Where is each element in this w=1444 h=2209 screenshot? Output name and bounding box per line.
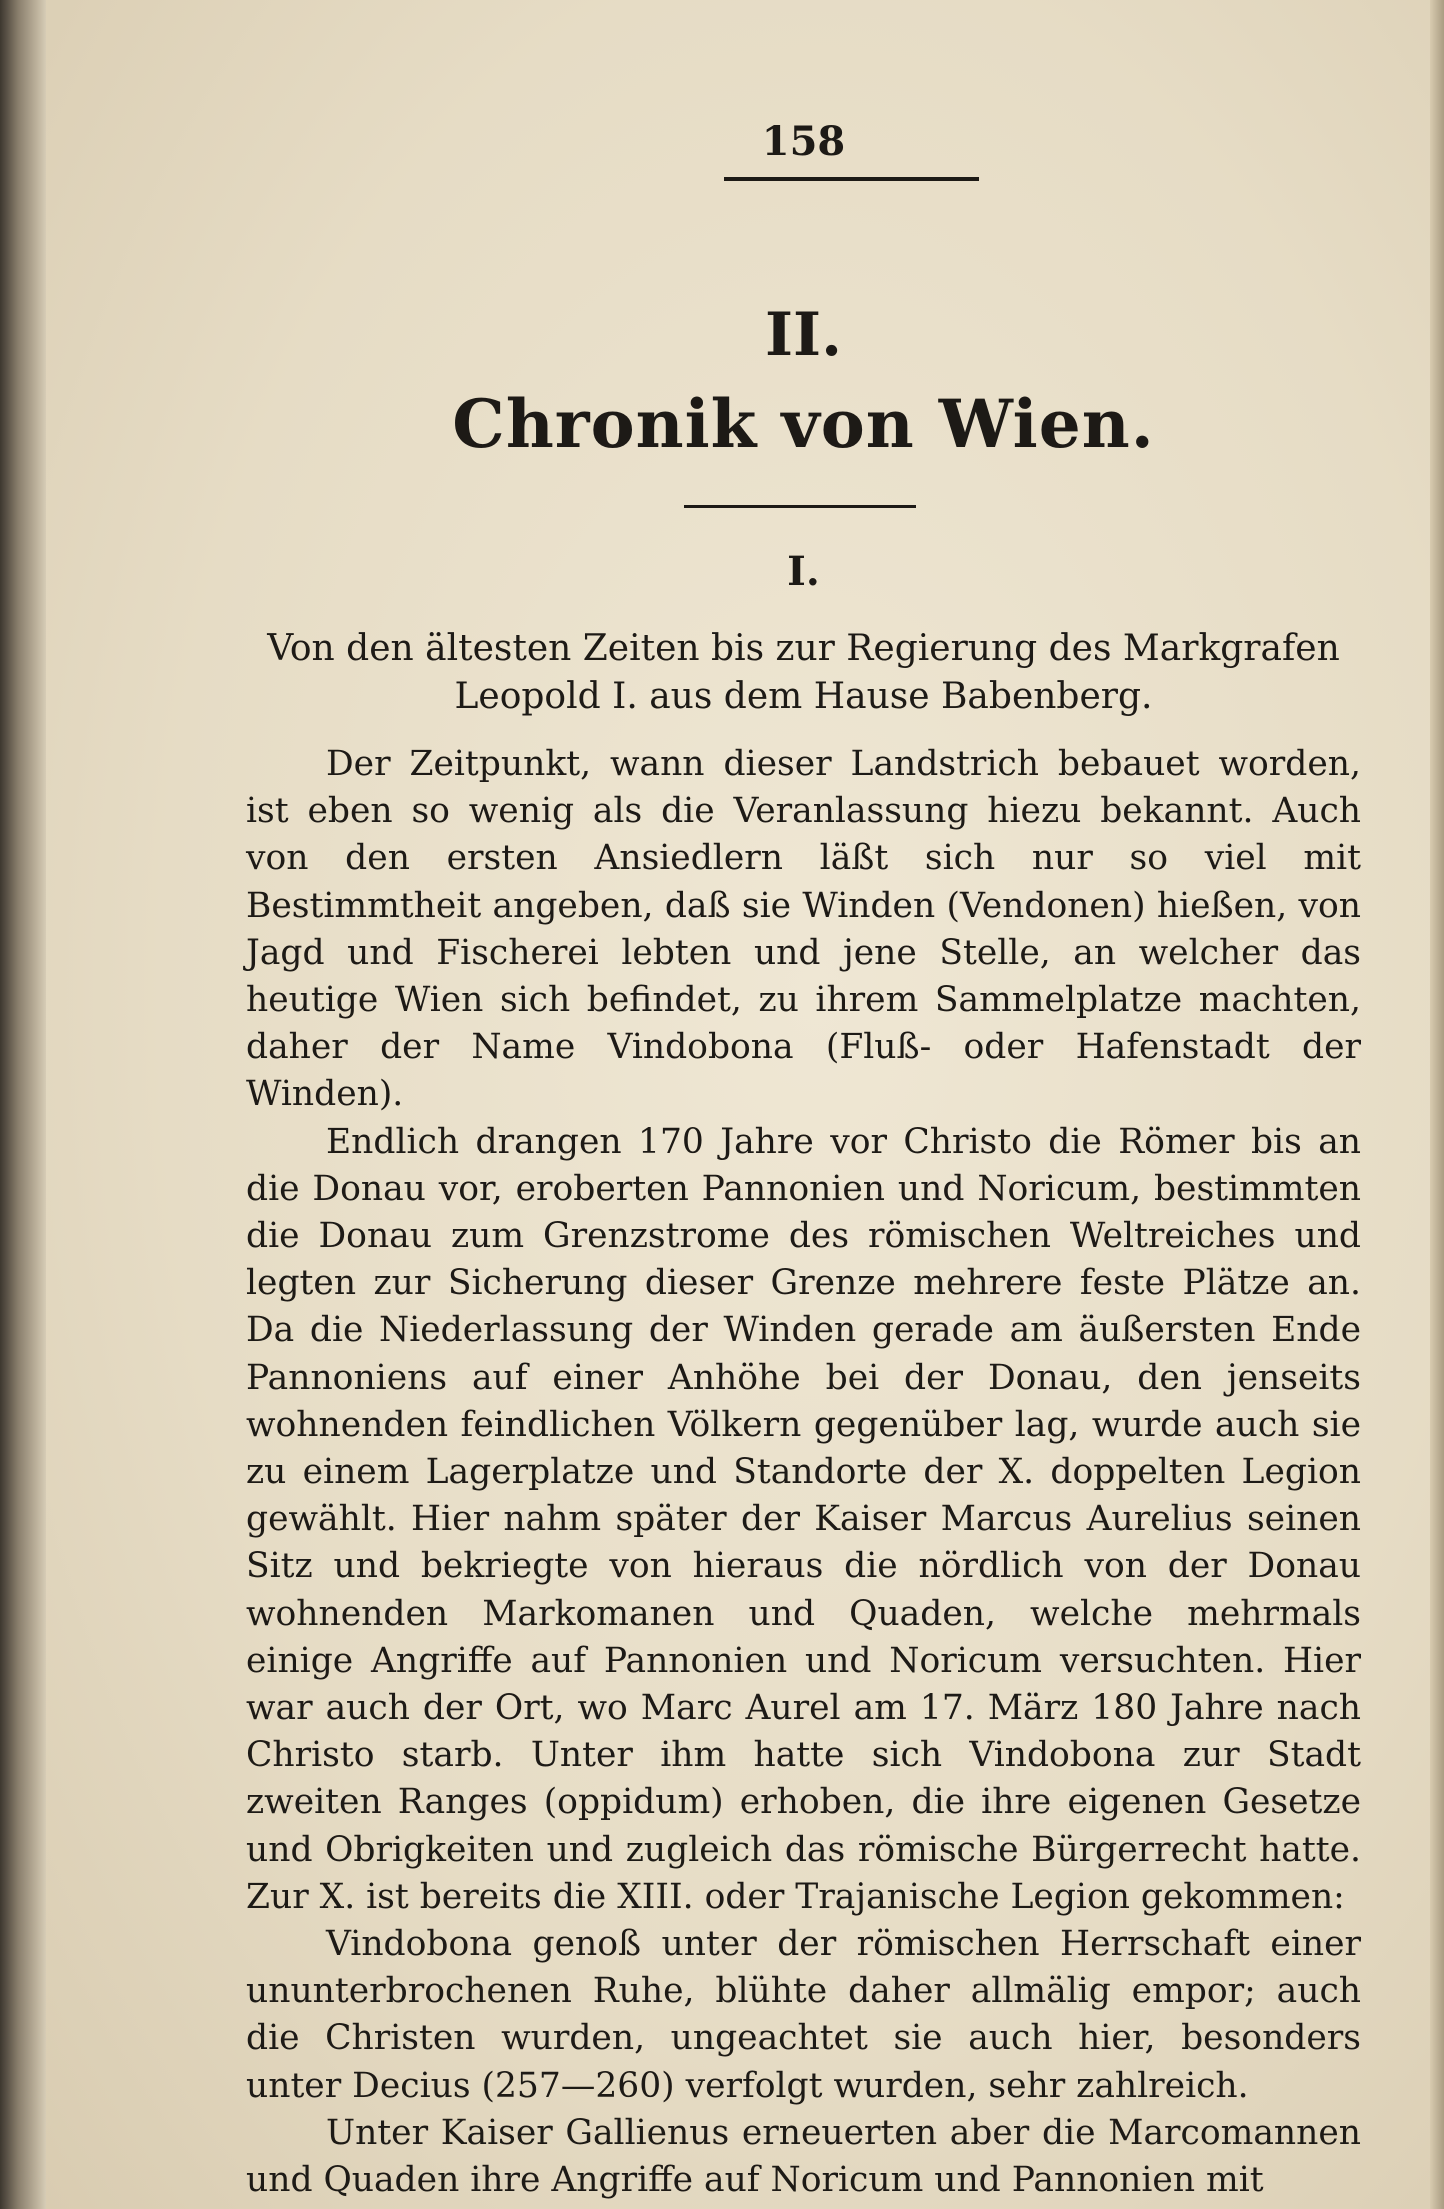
- paragraph: Vindobona genoß unter der römischen Herrschaft einer ununterbrochenen Ruhe, blühte daher allmälig empor; auch die Christen wurden, ungeachtet sie auch hier, besonders unter Decius (257—260) verfolgt wurden, sehr zahlreich.: [246, 1924, 1361, 2106]
- page-number: 158: [761, 118, 846, 165]
- part-title: Chronik von Wien.: [452, 385, 1155, 463]
- paragraph: Endlich drangen 170 Jahre vor Christo die Römer bis an die Donau vor, eroberten Pannonien und Noricum, bestimmten die Donau zum Grenzstrome des römischen Weltreiches und legten zur Sicherung dieser Grenze mehrere feste Plätze an. Da die Niederlassung der Winden gerade am äußersten Ende Pannoniens auf einer Anhöhe bei der Donau, den jenseits wohnenden feindlichen Völkern gegenüber lag, wurde auch sie zu einem Lagerplatze und Standorte der X. doppelten Legion gewählt. Hier nahm später der Kaiser Marcus Aurelius seinen Sitz und bekriegte von hieraus die nördlich von der Donau wohnenden Markomanen und Quaden, welche mehrmals einige Angriffe auf Pannonien und Noricum versuchten. Hier war auch der Ort, wo Marc Aurel am 17. März 180 Jahre nach Christo starb. Unter ihm hatte sich Vindobona zur Stadt zweiten Ranges (oppidum) erhoben, die ihre eigenen Gesetze und Obrigkeiten und zugleich das römische Bürgerrecht hatte. Zur X. ist bereits die XIII. oder Trajanische Legion gekommen:: [246, 1121, 1361, 1917]
- section-title: Von den ältesten Zeiten bis zur Regierung des Markgrafen Leopold I. aus dem Hause Babenberg.: [267, 628, 1340, 717]
- paragraph: Unter Kaiser Gallienus erneuerten aber die Marcomannen und Quaden ihre Angriffe auf Noricum und Pannonien mit: [246, 2112, 1361, 2201]
- previous-page-edge: [0, 0, 46, 2209]
- header-rule: [724, 177, 979, 181]
- section-number: I.: [787, 548, 820, 595]
- title-rule: [684, 505, 916, 508]
- page-content: [246, 0, 1361, 2209]
- body-text: [246, 741, 1361, 2204]
- book-page: [46, 0, 1444, 2209]
- page-edge: [1430, 0, 1444, 2209]
- paragraph: Der Zeitpunkt, wann dieser Landstrich bebauet worden, ist eben so wenig als die Veranlassung hiezu bekannt. Auch von den ersten Ansiedlern läßt sich nur so viel mit Bestimmtheit angeben, daß sie Winden (Vendonen) hießen, von Jagd und Fischerei lebten und jene Stelle, an welcher das heutige Wien sich befindet, zu ihrem Sammelplatze machten, daher der Name Vindobona (Fluß- oder Hafenstadt der Winden).: [246, 744, 1361, 1115]
- part-number: II.: [764, 300, 843, 370]
